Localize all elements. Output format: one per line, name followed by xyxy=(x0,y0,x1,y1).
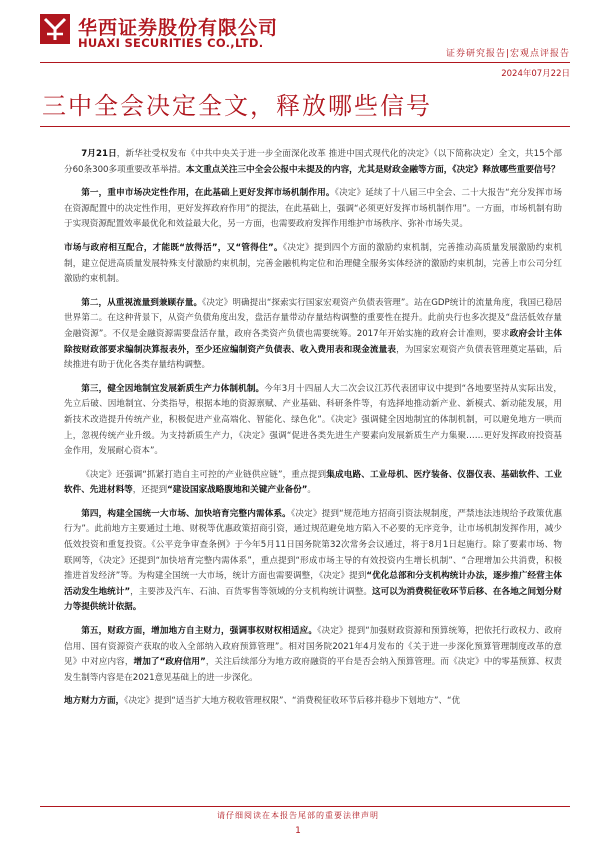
paragraph-text: 《决定》提到“规范地方招商引资法规制度，严禁违法违规给予政策优惠行为”。此前地方主要通过土地、财税等优惠政策招商引资，通过规范避免地方陷入不必要的无序竞争，让市场机制发挥作用，减少低效投资和重复投资。《公平竞争审查条例》于今年5月11日国务院第32次常务会议通过，将于8月1日起施行。除了要素市场、物联网等，《决定》还提到“加快培育完整内需体系”，重点提到“形成市场主导的有效投资内生增长机制”、“合理增加公共消费，积极推进首发经济”等。为构建全国统一大市场，统计方面也需要调整，《决定》提到 xyxy=(64,508,562,582)
legal-disclaimer: 请仔细阅读在本报告尾部的重要法律声明 xyxy=(217,811,379,820)
page-number: 1 xyxy=(295,826,301,836)
emphasis-text: 地方财力方面， xyxy=(64,696,125,707)
emphasis-text: 第一，重申市场决定性作用，在此基础上更好发挥市场机制作用。 xyxy=(81,188,335,199)
paragraph-text: 。 xyxy=(307,485,316,496)
report-date: 2024年07月22日 xyxy=(501,69,570,79)
paragraph-text: 《决定》提到“加强财政资源和预算统筹，把依托行政权力、政府信用、国有资源资产获取的收入全部纳入政府预算管理”。相对国务院2021年4月发布的《关于进一步深化预算管理制度改革的意见》中对应内容， xyxy=(64,626,562,668)
emphasis-text: “优化总部和分支机构统计办法，逐步推广经营主体活动发生地统计” xyxy=(64,571,562,597)
company-name-en: HUAXI SECURITIES CO.,LTD. xyxy=(78,36,264,50)
body-paragraph xyxy=(64,468,562,499)
huaxi-logo-icon xyxy=(40,14,70,44)
emphasis-text: 第五，财政方面，增加地方自主财力，强调事权财权相适应。 xyxy=(81,626,318,637)
paragraph-text: ，还提到 xyxy=(132,485,168,496)
body-paragraph xyxy=(64,186,562,233)
paragraph-text: 《决定》延续了十八届三中全会、二十大报告“充分发挥市场在资源配置中的决定性作用，更好发挥政府作用”的提法，在此基础上，强调“必须更好发挥市场机制作用”。一方面，市场机制有助于实现资源配置效率最优化和效益最大化，另一方面，也需要政府发挥作用维护市场秩序、弥补市场失灵。 xyxy=(64,188,562,230)
emphasis-text: 集成电路、工业母机、医疗装备、仪器仪表、基础软件、工业软件、先进材料等 xyxy=(64,469,562,496)
paragraph-text: ，为国家宏观资产负债表管理奠定基础，后续推进有助于优化各类存量结构调整。 xyxy=(64,344,562,371)
body-paragraph xyxy=(64,624,562,686)
emphasis-text: 第四，构建全国统一大市场、加快培育完整内需体系。 xyxy=(81,508,291,519)
emphasis-text: 第三，健全因地制宜发展新质生产力体制机制。 xyxy=(81,383,265,394)
company-name-cn: 华西证券股份有限公司 xyxy=(78,17,279,39)
emphasis-text: 市场与政府相互配合，才能既“放得活”，又“管得住”。 xyxy=(64,242,283,253)
paragraph-text: 《决定》还强调“抓紧打造自主可控的产业链供应链”，重点提到 xyxy=(81,469,327,480)
emphasis-text: “建设国家战略腹地和关键产业备份” xyxy=(167,485,308,496)
body-paragraph xyxy=(64,382,562,460)
report-title: 三中全会决定全文，释放哪些信号 xyxy=(42,92,432,120)
emphasis-text: 本文重点关注三中全会公报中未提及的内容，尤其是财政金融等方面，《决定》释放哪些重要信号？ xyxy=(185,164,560,175)
paragraph-text: ，主要涉及汽车、石油、百货零售等领域的分支机构统计调整。 xyxy=(130,586,372,597)
paragraph-text: 今年3月十四届人大二次会议江苏代表团审议中提到“各地要坚持从实际出发，先立后破、因地制宜、分类指导，根据本地的资源禀赋、产业基础、科研条件等，有选择地推动新产业、新模式、新动能发展，用新技术改造提升传统产业，积极促进产业高端化、智能化、绿色化”。《决定》强调健全因地制宜的体制机制，可以避免地方一哄而上，忽视传统产业升级。为支持新质生产力，《决定》强调“促进各类先进生产要素向发展新质生产力集聚……更好发挥政府投资基金作用，发展耐心资本”。 xyxy=(64,383,562,457)
body-paragraph xyxy=(64,241,562,288)
report-type: 证券研究报告|宏观点评报告 xyxy=(445,49,570,59)
report-body xyxy=(64,147,562,718)
emphasis-text: 政府会计主体除按财政部要求编制决算报表外，至少还应编制资产负债表、收入费用表和现金流量表 xyxy=(64,328,562,355)
emphasis-text: 这可以为消费税征收环节后移、在各地之间划分财力等提供统计依据。 xyxy=(64,586,562,613)
paragraph-text: ，新华社受权发布《中共中央关于进一步全面深化改革 推进中国式现代化的决定》（以下简称决定）全文，共15个部分60条300多项重要改革举措。 xyxy=(64,149,562,175)
header-divider xyxy=(40,62,570,63)
paragraph-text: 《决定》提到“适当扩大地方税收管理权限”、“消费税征收环节后移并稳步下划地方”、“优 xyxy=(124,696,461,707)
title-divider xyxy=(40,126,570,127)
paragraph-text: ，关注后续部分为地方政府融资的平台是否会纳入预算管理。而《决定》中的零基预算、权责发生制等内容是在2021意见基础上的进一步深化。 xyxy=(64,657,562,683)
paragraph-text: 《决定》明确提出“探索实行国家宏观资产负债表管理”。站在GDP统计的流量角度，我国已稳居世界第二。在这种背景下，从资产负债角度出发，盘活存量带动存量结构调整的重要性在提升。此前央行也多次提及“盘活低效存量金融资源”。不仅是金融资源需要盘活存量，政府各类资产负债也需要统筹。2017年开始实施的政府会计准则，要求 xyxy=(64,297,562,339)
body-paragraph xyxy=(64,147,562,178)
body-paragraph xyxy=(64,694,562,710)
emphasis-text: 7月21日 xyxy=(81,149,117,159)
footer-divider xyxy=(40,806,570,807)
emphasis-text: 增加了“政府信用” xyxy=(133,657,206,668)
body-paragraph xyxy=(64,296,562,374)
paragraph-text: 《决定》提到四个方面的激励约束机制，完善推动高质量发展激励约束机制，建立促进高质量发展特殊支付激励约束机制，完善金融机构定位和治理健全服务实体经济的激励约束机制，完善上市公司分红激励约束机制。 xyxy=(64,242,563,285)
body-paragraph xyxy=(64,507,562,616)
emphasis-text: 第二，从重视流量到兼顾存量。 xyxy=(81,297,203,308)
